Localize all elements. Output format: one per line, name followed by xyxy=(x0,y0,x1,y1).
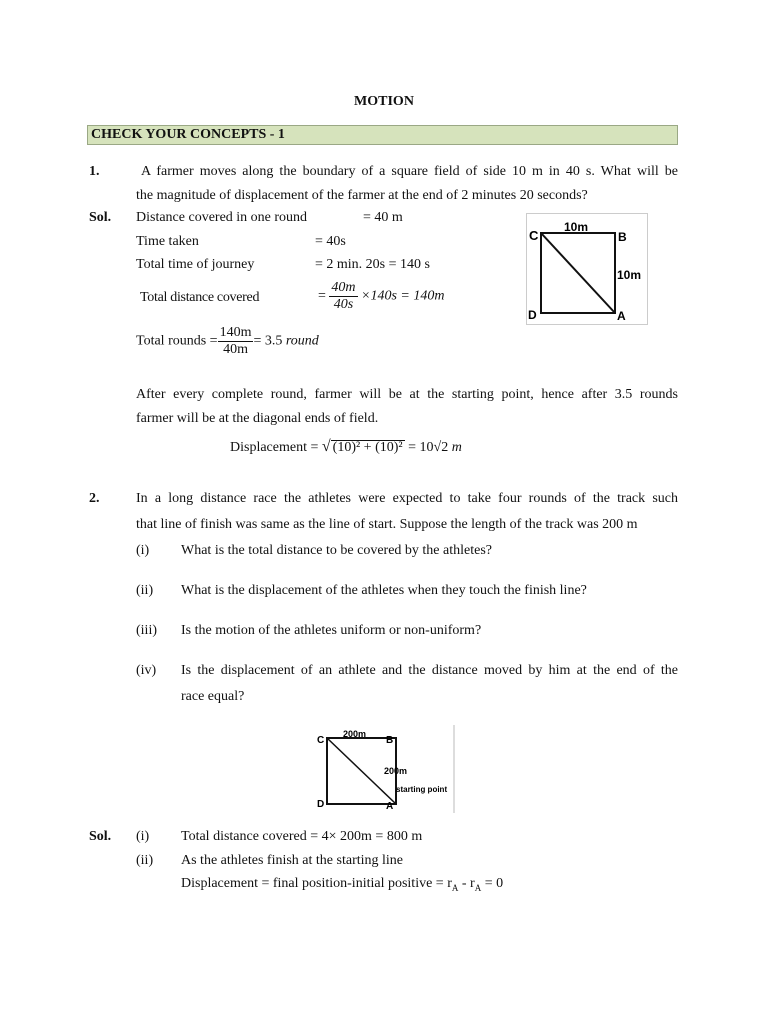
section-header xyxy=(87,125,678,145)
vertex-a-label: A xyxy=(386,801,394,812)
page-title: MOTION xyxy=(354,94,414,109)
top-side-label: 10m xyxy=(564,220,589,234)
solution-2-displacement: Displacement = final position-initial positive = $r_A - r_A = 0$ xyxy=(181,876,504,893)
solution-2-part-ii-text: As the athletes finish at the starting line xyxy=(181,853,404,868)
part-iii-text: Is the motion of the athletes uniform or non-uniform? xyxy=(181,623,482,638)
vertex-a-label: A xyxy=(617,309,626,323)
vertex-d-label: D xyxy=(317,799,325,810)
part-iii-number: (iii) xyxy=(136,623,157,638)
vertex-b-label: B xyxy=(386,735,394,746)
vertex-b-label: B xyxy=(618,230,627,244)
distance-one-round-value: = 40 m xyxy=(363,210,403,225)
time-taken-value: = 40s xyxy=(315,234,346,249)
part-i-text: What is the total distance to be covered by the athletes? xyxy=(181,543,492,558)
solution-2-part-i-number: (i) xyxy=(136,829,150,844)
part-iv-text-cont: race equal? xyxy=(181,689,245,704)
right-side-label: 10m xyxy=(617,268,642,282)
explanation-line-1: After every complete round, farmer will be at the starting point, hence after 3.5 rounds xyxy=(136,387,678,402)
starting-point-label: starting point xyxy=(396,785,448,794)
fraction-numerator: 40m xyxy=(331,280,356,295)
total-distance-equation: = $\frac{40m}{40s}$ ×140s = 140m xyxy=(318,280,445,312)
section-title: CHECK YOUR CONCEPTS - 1 xyxy=(91,127,285,142)
square-field-diagram xyxy=(526,213,648,325)
right-side-label: 200m xyxy=(384,766,408,776)
total-distance-label: Total distance covered xyxy=(140,290,260,305)
part-ii-text: What is the displacement of the athletes when they touch the finish line? xyxy=(181,583,587,598)
question-2-line-1: In a long distance race the athletes were expected to take four rounds of the track such xyxy=(136,491,678,506)
solution-2-part-i-text: Total distance covered = 4× 200m = 800 m xyxy=(181,829,423,844)
question-1-line-2: the magnitude of displacement of the farmer at the end of 2 minutes 20 seconds? xyxy=(136,188,588,203)
time-taken-label: Time taken xyxy=(136,234,199,249)
question-1-line-1: A farmer moves along the boundary of a square field of side 10 m in 40 s. What will be xyxy=(141,164,678,179)
total-time-label: Total time of journey xyxy=(136,257,255,272)
question-2-line-2: that line of finish was same as the line of start. Suppose the length of the track was 200 m xyxy=(136,517,638,532)
race-track-diagram xyxy=(314,725,458,813)
part-ii-number: (ii) xyxy=(136,583,154,598)
total-time-value: = 2 min. 20s = 140 s xyxy=(315,257,430,272)
part-iv-text: Is the displacement of an athlete and the distance moved by him at the end of the xyxy=(181,663,678,678)
total-rounds-equation: Total rounds = $\frac{140m}{40m}$ = 3.5 round xyxy=(136,325,319,357)
question-2-number: 2. xyxy=(89,491,100,506)
displacement-equation: Displacement = √ (10)² + (10)² = 10√2 m xyxy=(230,438,462,455)
solution-2-label: Sol. xyxy=(89,829,112,844)
vertex-c-label: C xyxy=(529,228,539,243)
solution-2-part-ii-number: (ii) xyxy=(136,853,154,868)
explanation-line-2: farmer will be at the diagonal ends of field. xyxy=(136,411,379,426)
solution-1-label: Sol. xyxy=(89,210,112,225)
vertex-c-label: C xyxy=(317,735,325,746)
top-side-label: 200m xyxy=(343,729,367,739)
distance-one-round-label: Distance covered in one round xyxy=(136,210,308,225)
fraction-denominator: 40s xyxy=(333,297,354,312)
question-1-number: 1. xyxy=(89,164,100,179)
part-i-number: (i) xyxy=(136,543,150,558)
part-iv-number: (iv) xyxy=(136,663,157,678)
vertex-d-label: D xyxy=(528,308,537,322)
